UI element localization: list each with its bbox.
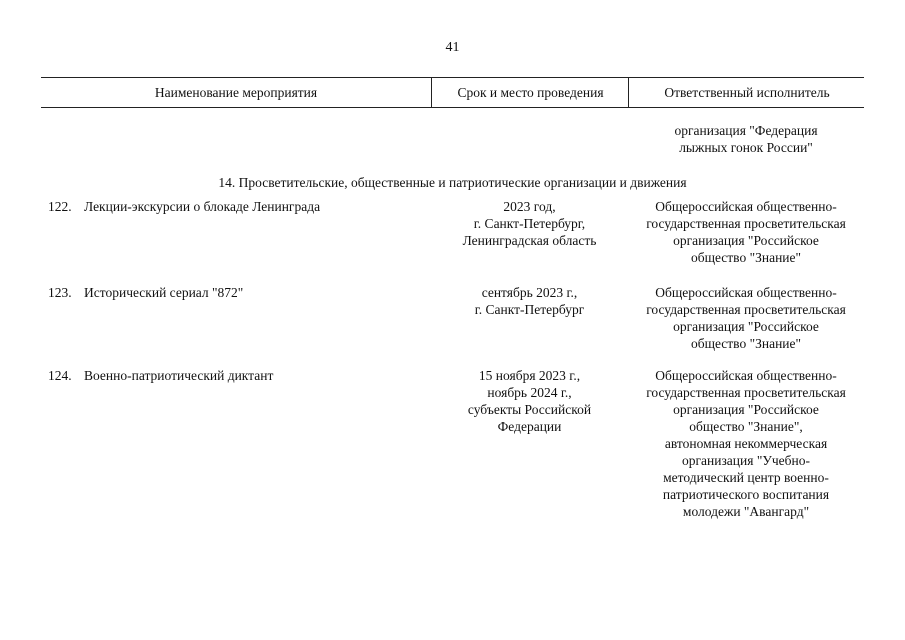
row-number: 123. xyxy=(48,285,72,300)
executor-cell xyxy=(628,367,864,520)
executor-line: общество "Знание" xyxy=(690,336,802,351)
executor-line: организация "Учебно- xyxy=(681,453,811,468)
date-place-cell xyxy=(431,198,628,249)
executor-line: общество "Знание" xyxy=(690,250,802,265)
page-number: 41 xyxy=(445,40,460,55)
executor-line: государственная просветительская xyxy=(646,216,846,231)
date-place-line: 2023 год, xyxy=(503,199,556,214)
executor-line: лыжных гонок России" xyxy=(679,140,813,155)
event-name: Военно-патриотический диктант xyxy=(84,368,274,383)
executor-line: автономная некоммерческая xyxy=(664,436,828,451)
date-place-line: г. Санкт-Петербург, xyxy=(473,216,586,231)
executor-line: организация "Федерация xyxy=(674,123,818,138)
event-name: Лекции-экскурсии о блокаде Ленинграда xyxy=(84,199,321,214)
header-date-place: Срок и место проведения xyxy=(431,78,629,107)
executor-cell xyxy=(628,198,864,266)
executor-line: молодежи "Авангард" xyxy=(682,504,810,519)
date-place-line: ноябрь 2024 г., xyxy=(487,385,572,400)
row-number: 122. xyxy=(48,199,72,214)
event-name: Исторический сериал "872" xyxy=(84,285,244,300)
date-place-line: субъекты Российской xyxy=(467,402,592,417)
table-header xyxy=(41,77,864,108)
executor-line: Общероссийская общественно- xyxy=(655,199,837,214)
executor-line: организация "Российское xyxy=(673,233,819,248)
header-event-name: Наименование мероприятия xyxy=(154,85,318,100)
executor-cell xyxy=(628,284,864,352)
executor-line: методический центр военно- xyxy=(663,470,829,485)
date-place-cell xyxy=(431,367,628,435)
executor-line: Общероссийская общественно- xyxy=(655,285,837,300)
row-number: 124. xyxy=(48,368,72,383)
section-title: 14. Просветительские, общественные и патриотические организации и движения xyxy=(218,175,687,190)
header-executor: Ответственный исполнитель xyxy=(628,78,865,107)
continued-executor-cell xyxy=(628,122,864,156)
executor-line: государственная просветительская xyxy=(646,385,846,400)
date-place-line: г. Санкт-Петербург xyxy=(474,302,585,317)
executor-line: организация "Российское xyxy=(673,402,819,417)
date-place-line: Федерации xyxy=(497,419,562,434)
executor-line: государственная просветительская xyxy=(646,302,846,317)
date-place-line: сентябрь 2023 г., xyxy=(481,285,578,300)
date-place-line: 15 ноября 2023 г., xyxy=(478,368,581,383)
date-place-cell xyxy=(431,284,628,318)
executor-line: организация "Российское xyxy=(673,319,819,334)
date-place-line: Ленинградская область xyxy=(462,233,597,248)
executor-line: Общероссийская общественно- xyxy=(655,368,837,383)
executor-line: патриотического воспитания xyxy=(662,487,830,502)
executor-line: общество "Знание", xyxy=(689,419,803,434)
